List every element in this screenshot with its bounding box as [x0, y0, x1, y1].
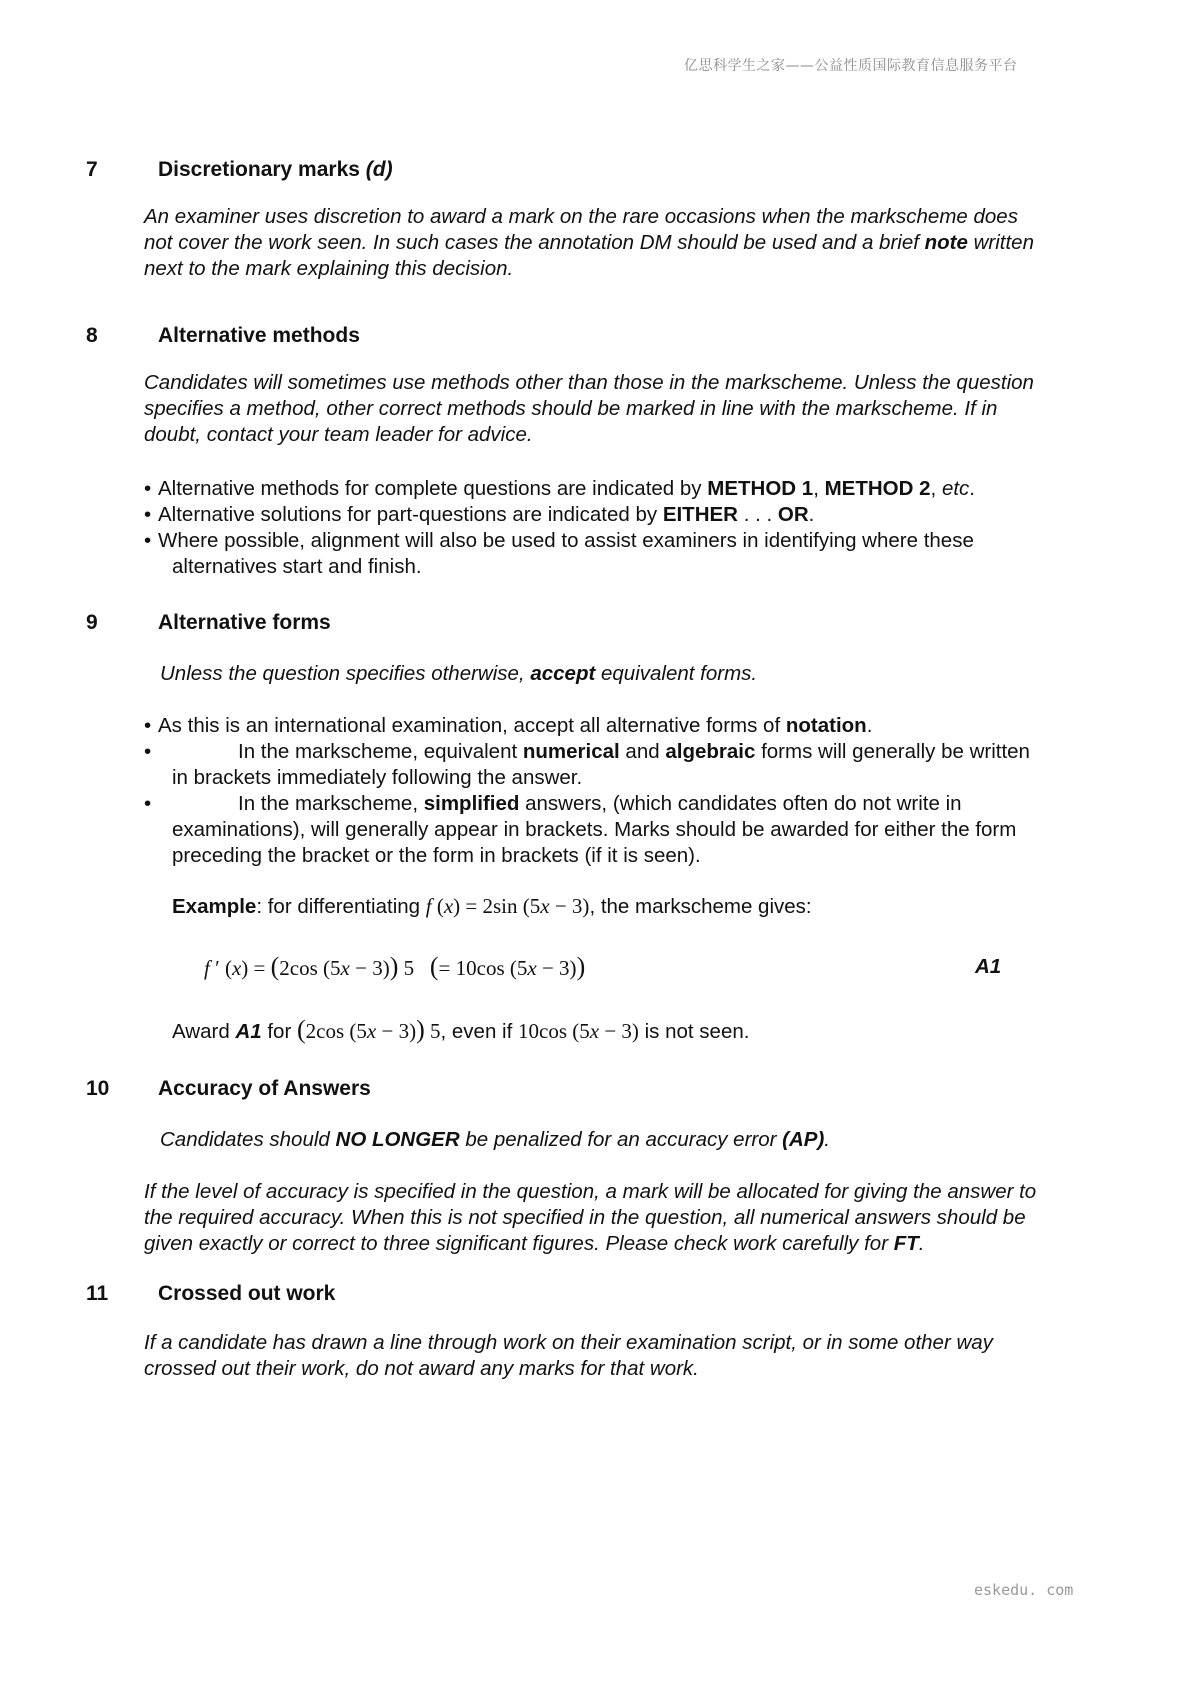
list-item: • Alternative solutions for part-questions are indicated by EITHER . . . OR.	[144, 503, 815, 526]
body-line: Candidates will sometimes use methods other than those in the markscheme. Unless the question	[144, 371, 1034, 394]
title-tag: (d)	[365, 158, 393, 181]
body-line: the required accuracy. When this is not specified in the question, all numerical answers should be	[144, 1206, 1026, 1229]
section-number: 11	[86, 1282, 109, 1305]
body-line: doubt, contact your team leader for advice.	[144, 423, 533, 446]
section-10-intro: Candidates should NO LONGER be penalized for an accuracy error (AP).	[160, 1128, 830, 1151]
list-item: • Alternative methods for complete questions are indicated by METHOD 1, METHOD 2, etc.	[144, 477, 975, 500]
body-line: An examiner uses discretion to award a mark on the rare occasions when the markscheme does	[144, 205, 1018, 228]
body-line: If a candidate has drawn a line through work on their examination script, or in some other way	[144, 1331, 993, 1354]
footer-site: eskedu. com	[974, 1581, 1074, 1599]
body-line: crossed out their work, do not award any marks for that work.	[144, 1357, 699, 1380]
header-watermark: 亿思科学生之家——公益性质国际教育信息服务平台	[684, 58, 1018, 74]
award-line: Award A1 for (2cos (5x − 3)) 5, even if 10cos (5x − 3) is not seen.	[172, 1015, 750, 1044]
body-line: next to the mark explaining this decision.	[144, 257, 514, 280]
mark-label: A1	[975, 955, 1002, 978]
section-7-body	[144, 204, 1034, 282]
section-title: Alternative methods	[158, 324, 360, 347]
body-line: specifies a method, other correct methods should be marked in line with the markscheme. If in	[144, 397, 998, 420]
example-line: Example: for differentiating f (x) = 2sin (5x − 3), the markscheme gives:	[172, 894, 812, 918]
body-line: If the level of accuracy is specified in the question, a mark will be allocated for giving the answer to	[144, 1180, 1037, 1203]
body-line: not cover the work seen. In such cases the annotation DM should be used and a brief note written	[144, 231, 1034, 254]
list-item: • As this is an international examination, accept all alternative forms of notation.	[144, 714, 873, 737]
section-11-body	[144, 1330, 993, 1382]
title-text: Discretionary marks	[158, 158, 360, 181]
section-number: 7	[86, 158, 98, 181]
body-line: given exactly or correct to three significant figures. Please check work carefully for FT.	[144, 1232, 925, 1255]
section-number: 9	[86, 611, 98, 634]
section-9-bullets	[144, 713, 1030, 869]
section-number: 8	[86, 324, 98, 347]
section-title: Crossed out work	[158, 1282, 336, 1305]
section-10-body	[144, 1179, 1036, 1257]
section-8-body	[144, 370, 1034, 448]
section-title: Alternative forms	[158, 611, 331, 634]
example-function: f (x) = 2sin (5x − 3)	[425, 894, 590, 918]
section-9-intro: Unless the question specifies otherwise, accept equivalent forms.	[160, 662, 758, 685]
list-item: • In the markscheme, simplified answers, (which candidates often do not write in examinations), will generally appear in brackets. Marks should be awarded for either the form preceding the bracket or the form in brackets (if it is seen).	[144, 792, 1017, 867]
section-title: Accuracy of Answers	[158, 1077, 371, 1100]
example-derivative: f ′ (x) = (2cos (5x − 3)) 5 (= 10cos (5x − 3))	[204, 952, 586, 981]
list-item: • In the markscheme, equivalent numerical and algebraic forms will generally be written in brackets immediately following the answer.	[144, 740, 1030, 789]
section-title	[158, 158, 393, 182]
list-item: • Where possible, alignment will also be used to assist examiners in identifying where these alternatives start and finish.	[144, 529, 974, 578]
section-8-bullets	[144, 476, 975, 580]
section-number: 10	[86, 1077, 110, 1100]
